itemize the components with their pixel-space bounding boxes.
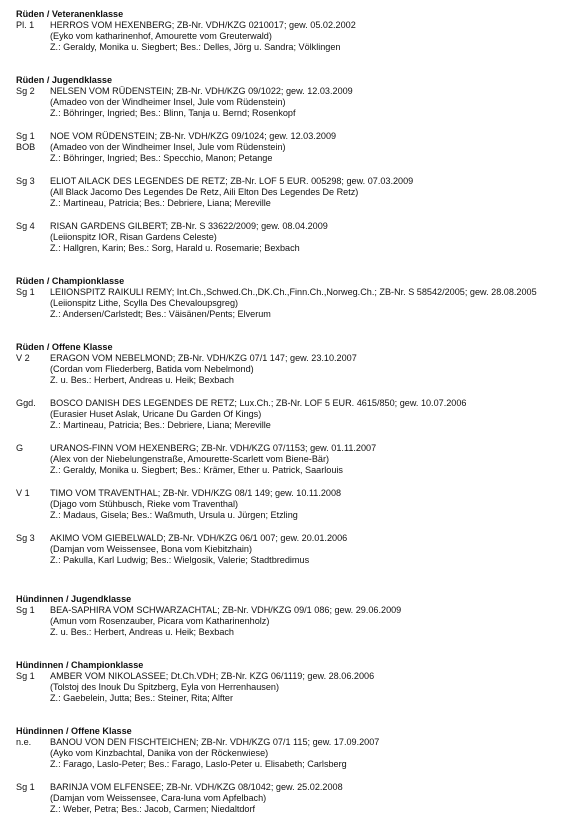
results-document	[16, 9, 566, 815]
dog-name-line: BOSCO DANISH DES LEGENDES DE RETZ; Lux.Ch.; ZB-Nr. LOF 5 EUR. 4615/850; gew. 10.07.2006	[50, 398, 467, 408]
dog-name-line: NOE VOM RÜDENSTEIN; ZB-Nr. VDH/KZG 09/1024; gew. 12.03.2009	[50, 131, 337, 141]
dog-entry	[16, 488, 566, 521]
placement: Sg 2	[16, 86, 35, 96]
dog-name-line: URANOS-FINN VOM HEXENBERG; ZB-Nr. VDH/KZG 07/1153; gew. 01.11.2007	[50, 443, 377, 453]
dog-name-line: BEA-SAPHIRA VOM SCHWARZACHTAL; ZB-Nr. VDH/KZG 09/1 086; gew. 29.06.2009	[50, 605, 402, 615]
section-heading: Hündinnen / Championklasse	[16, 660, 144, 670]
breeder-owner-line: Z.: Geraldy, Monika u. Siegbert; Bes.: Delles, Jörg u. Sandra; Völklingen	[50, 42, 341, 52]
section-heading: Rüden / Offene Klasse	[16, 342, 113, 352]
dog-name-line: AMBER VOM NIKOLASSEE; Dt.Ch.VDH; ZB-Nr. KZG 06/1119; gew. 28.06.2006	[50, 671, 375, 681]
placement: G	[16, 443, 24, 453]
placement: V 1	[16, 488, 30, 498]
placement: V 2	[16, 353, 30, 363]
dog-entry	[16, 605, 566, 638]
dog-name-line: BANOU VON DEN FISCHTEICHEN; ZB-Nr. VDH/KZG 07/1 115; gew. 17.09.2007	[50, 737, 380, 747]
dog-entry	[16, 671, 566, 704]
breeder-owner-line: Z.: Gaebelein, Jutta; Bes.: Steiner, Rita; Alfter	[50, 693, 233, 703]
breeder-owner-line: Z.: Andersen/Carlstedt; Bes.: Väisänen/Pents; Elverum	[50, 309, 271, 319]
breeder-owner-line: Z. u. Bes.: Herbert, Andreas u. Heik; Bexbach	[50, 375, 234, 385]
section-heading: Hündinnen / Jugendklasse	[16, 594, 132, 604]
parents-line: (Amadeo von der Windheimer Insel, Jule vom Rüdenstein)	[50, 142, 286, 152]
dog-entry	[16, 398, 566, 431]
placement: Sg 4	[16, 221, 35, 231]
placement: n.e.	[16, 737, 32, 747]
dog-entry	[16, 287, 566, 320]
parents-line: (Djago vom Stühbusch, Rieke vom Traventhal)	[50, 499, 239, 509]
dog-name-line: RISAN GARDENS GILBERT; ZB-Nr. S 33622/2009; gew. 08.04.2009	[50, 221, 328, 231]
dog-name-line: NELSEN VOM RÜDENSTEIN; ZB-Nr. VDH/KZG 09/1022; gew. 12.03.2009	[50, 86, 353, 96]
dog-name-line: ELIOT AILACK DES LEGENDES DE RETZ; ZB-Nr. LOF 5 EUR. 005298; gew. 07.03.2009	[50, 176, 414, 186]
parents-line: (Leiionspitz IOR, Risan Gardens Celeste)	[50, 232, 217, 242]
parents-line: (Amun vom Rosenzauber, Picara vom Katharinenholz)	[50, 616, 270, 626]
breeder-owner-line: Z.: Madaus, Gisela; Bes.: Waßmuth, Ursula u. Jürgen; Etzling	[50, 510, 298, 520]
placement: Sg 1	[16, 671, 35, 681]
parents-line: (Ayko vom Kinzbachtal, Danika von der Röckenwiese)	[50, 748, 269, 758]
dog-entry	[16, 443, 566, 476]
breeder-owner-line: Z.: Weber, Petra; Bes.: Jacob, Carmen; Niedaltdorf	[50, 804, 256, 814]
dog-entry	[16, 176, 566, 209]
dog-entry	[16, 221, 566, 254]
breeder-owner-line: Z.: Martineau, Patricia; Bes.: Debriere, Liana; Mereville	[50, 198, 271, 208]
section-heading: Rüden / Championklasse	[16, 276, 125, 286]
breeder-owner-line: Z.: Farago, Laslo-Peter; Bes.: Farago, Laslo-Peter u. Elisabeth; Carlsberg	[50, 759, 347, 769]
parents-line: (All Black Jacomo Des Legendes De Retz, Aili Elton Des Legendes De Retz)	[50, 187, 359, 197]
placement-award: BOB	[16, 142, 36, 152]
parents-line: (Eurasier Huset Aslak, Uricane Du Garden Of Kings)	[50, 409, 262, 419]
dog-entry	[16, 533, 566, 566]
breeder-owner-line: Z.: Böhringer, Ingried; Bes.: Blinn, Tanja u. Bernd; Rosenkopf	[50, 108, 296, 118]
parents-line: (Cordan vom Fliederberg, Batida vom Nebelmond)	[50, 364, 254, 374]
parents-line: (Amadeo von der Windheimer Insel, Jule vom Rüdenstein)	[50, 97, 286, 107]
dog-entry	[16, 20, 566, 53]
section-heading: Rüden / Jugendklasse	[16, 75, 113, 85]
dog-name-line: LEIIONSPITZ RAIKULI REMY; Int.Ch.,Schwed.Ch.,DK.Ch.,Finn.Ch.,Norweg.Ch.; ZB-Nr. S 58542/2005; gew. 28.08.2005	[50, 287, 537, 297]
placement: Sg 1	[16, 605, 35, 615]
section-heading: Rüden / Veteranenklasse	[16, 9, 124, 19]
breeder-owner-line: Z.: Geraldy, Monika u. Siegbert; Bes.: Krämer, Ether u. Patrick, Saarlouis	[50, 465, 343, 475]
dog-entry	[16, 86, 566, 119]
placement: Sg 1	[16, 782, 35, 792]
breeder-owner-line: Z.: Böhringer, Ingried; Bes.: Specchio, Manon; Petange	[50, 153, 273, 163]
parents-line: (Tolstoj des Inouk Du Spitzberg, Eyla von Herrenhausen)	[50, 682, 279, 692]
dog-entry	[16, 782, 566, 815]
placement: Ggd.	[16, 398, 36, 408]
breeder-owner-line: Z.: Martineau, Patricia; Bes.: Debriere, Liana; Mereville	[50, 420, 271, 430]
parents-line: (Eyko vom katharinenhof, Amourette vom Greuterwald)	[50, 31, 272, 41]
placement: Sg 1	[16, 131, 35, 141]
dog-name-line: TIMO VOM TRAVENTHAL; ZB-Nr. VDH/KZG 08/1 149; gew. 10.11.2008	[50, 488, 342, 498]
dog-name-line: HERROS VOM HEXENBERG; ZB-Nr. VDH/KZG 0210017; gew. 05.02.2002	[50, 20, 356, 30]
parents-line: (Leiionspitz Lithe, Scylla Des Chevaloupsgreg)	[50, 298, 239, 308]
section-heading: Hündinnen / Offene Klasse	[16, 726, 132, 736]
parents-line: (Damjan vom Weissensee, Cara-luna vom Apfelbach)	[50, 793, 267, 803]
parents-line: (Damjan vom Weissensee, Bona vom Kiebitzhain)	[50, 544, 253, 554]
parents-line: (Alex von der Niebelungenstraße, Amourette-Scarlett vom Biene-Bär)	[50, 454, 330, 464]
breeder-owner-line: Z.: Hallgren, Karin; Bes.: Sorg, Harald u. Rosemarie; Bexbach	[50, 243, 300, 253]
dog-name-line: ERAGON VOM NEBELMOND; ZB-Nr. VDH/KZG 07/1 147; gew. 23.10.2007	[50, 353, 357, 363]
dog-name-line: BARINJA VOM ELFENSEE; ZB-Nr. VDH/KZG 08/1042; gew. 25.02.2008	[50, 782, 343, 792]
placement: Sg 3	[16, 176, 35, 186]
breeder-owner-line: Z.: Pakulla, Karl Ludwig; Bes.: Wielgosik, Valerie; Stadtbredimus	[50, 555, 310, 565]
placement: Sg 3	[16, 533, 35, 543]
placement: Sg 1	[16, 287, 35, 297]
dog-entry	[16, 131, 566, 164]
dog-entry	[16, 737, 566, 770]
dog-name-line: AKIMO VOM GIEBELWALD; ZB-Nr. VDH/KZG 06/1 007; gew. 20.01.2006	[50, 533, 348, 543]
breeder-owner-line: Z. u. Bes.: Herbert, Andreas u. Heik; Bexbach	[50, 627, 234, 637]
dog-entry	[16, 353, 566, 386]
placement: Pl. 1	[16, 20, 35, 30]
